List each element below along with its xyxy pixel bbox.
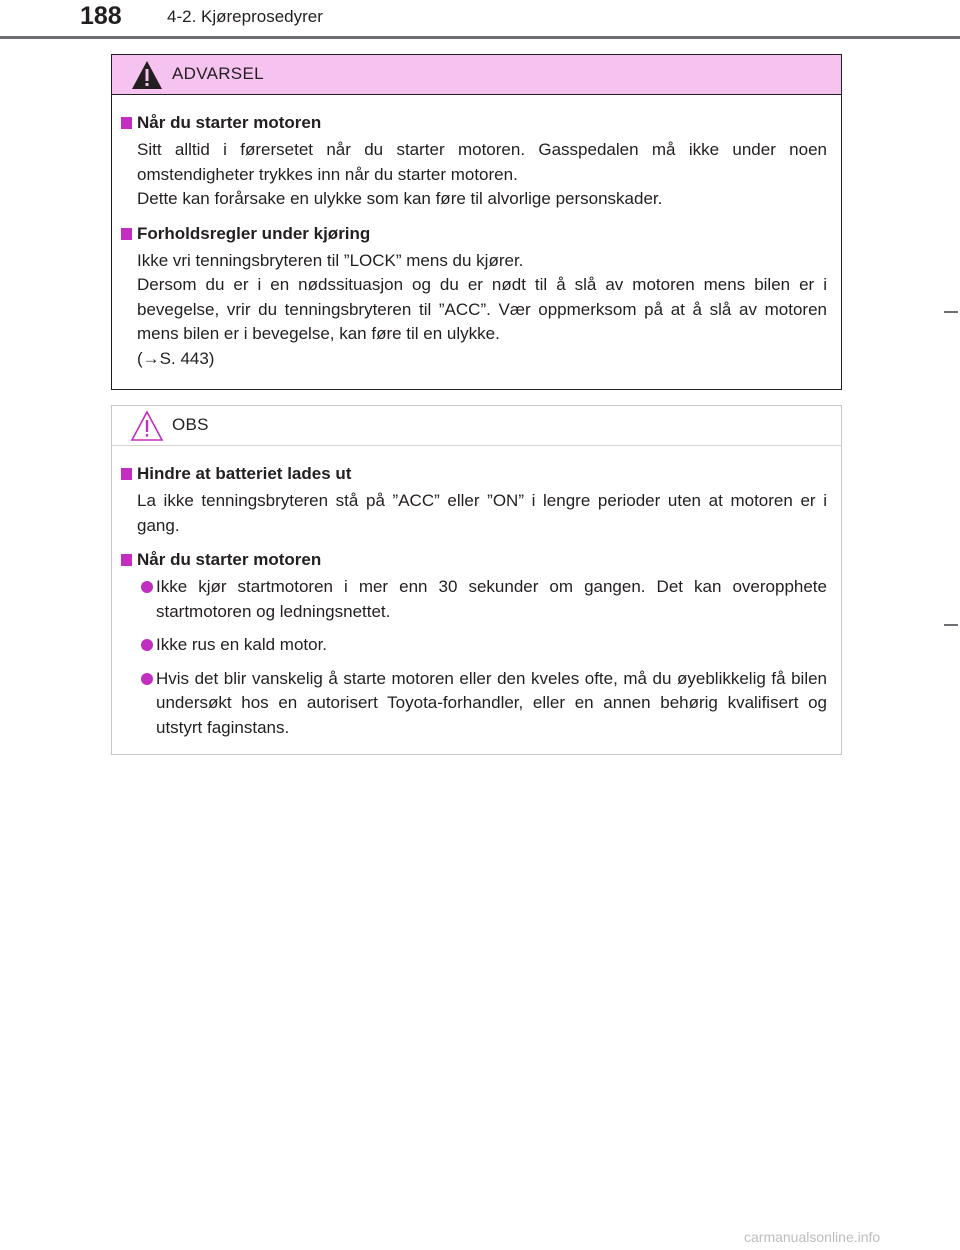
paragraph: Dersom du er i en nødssituasjon og du er nødt til å slå av motoren mens bilen er i bevegelse, vrir du tenningsbryteren til ”ACC”. Vær oppmerksom på at å slå av motoren mens bilen er i bevegelse, kan føre til en ulykke.	[137, 275, 827, 343]
warning-header	[112, 55, 841, 95]
page-number: 188	[80, 2, 122, 30]
square-bullet-icon	[121, 554, 132, 566]
list-item: Ikke kjør startmotoren i mer enn 30 sekunder om gangen. Det kan overopphete startmotoren og ledningsnettet.	[118, 575, 827, 624]
watermark: carmanualsonline.info	[744, 1229, 881, 1245]
margin-tick	[944, 624, 958, 626]
warning-triangle-filled-icon	[130, 59, 164, 91]
warning-triangle-outline-icon	[130, 410, 164, 442]
paragraph: Dette kan forårsake en ulykke som kan føre til alvorlige personskader.	[137, 189, 663, 208]
paragraph: Sitt alltid i førersetet når du starter motoren. Gasspedalen må ikke under noen omstendigheter trykkes inn når du starter motoren.	[137, 140, 827, 184]
page-reference: (→S. 443)	[137, 348, 215, 368]
square-bullet-icon	[121, 228, 132, 240]
square-bullet-icon	[121, 468, 132, 480]
list-item: Ikke rus en kald motor.	[118, 633, 827, 658]
item-heading: Hindre at batteriet lades ut	[118, 461, 827, 487]
warning-title: ADVARSEL	[172, 64, 264, 83]
header-rule	[0, 36, 960, 39]
round-bullet-icon	[141, 673, 153, 685]
notice-header	[112, 406, 841, 446]
warning-body	[112, 95, 841, 371]
notice-box	[111, 405, 842, 755]
item-heading: Når du starter motoren	[118, 110, 827, 136]
square-bullet-icon	[121, 117, 132, 129]
margin-tick	[944, 311, 958, 313]
round-bullet-icon	[141, 639, 153, 651]
paragraph: La ikke tenningsbryteren stå på ”ACC” eller ”ON” i lengre perioder uten at motoren er i gang.	[137, 491, 827, 535]
page-header	[0, 0, 960, 40]
paragraph: Ikke vri tenningsbryteren til ”LOCK” mens du kjører.	[137, 250, 524, 270]
warning-box	[111, 54, 842, 390]
notice-title: OBS	[172, 415, 209, 434]
list-item: Hvis det blir vanskelig å starte motoren eller den kveles ofte, må du øyeblikkelig få bilen undersøkt hos en autorisert Toyota-forhandler, eller en annen behørig kvalifisert og utstyrt faginstans.	[118, 667, 827, 741]
notice-body	[112, 446, 841, 740]
section-title: 4-2. Kjøreprosedyrer	[167, 7, 323, 26]
round-bullet-icon	[141, 581, 153, 593]
item-heading: Når du starter motoren	[118, 547, 827, 573]
item-heading: Forholdsregler under kjøring	[118, 221, 827, 247]
